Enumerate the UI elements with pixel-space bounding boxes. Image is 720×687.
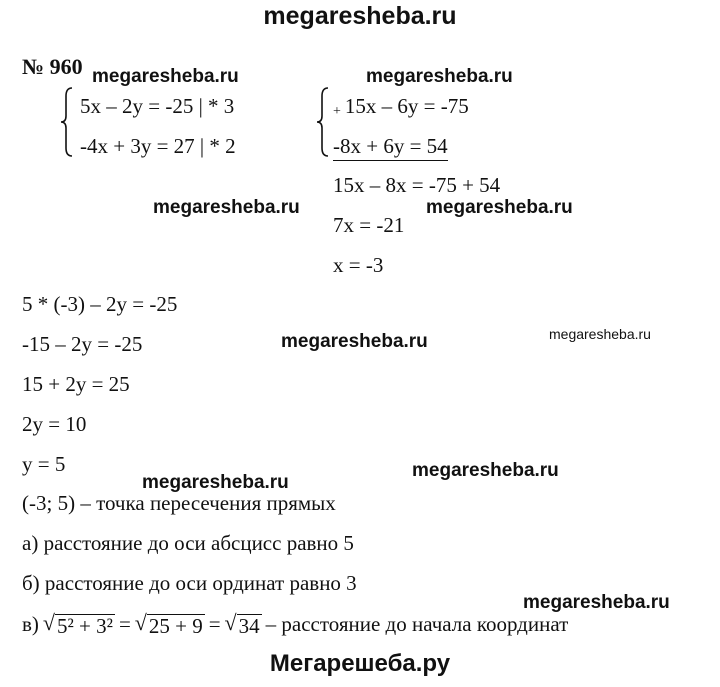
step-7x: 7x = -21 xyxy=(333,213,405,237)
answer-a: а) расстояние до оси абсцисс равно 5 xyxy=(22,531,354,555)
equals-sign: = xyxy=(208,612,221,636)
answer-v xyxy=(22,612,568,637)
answer-v-suffix: – расстояние до начала координат xyxy=(265,612,569,636)
step-2y: 2y = 10 xyxy=(22,412,87,436)
intersection-point: (-3; 5) – точка пересечения прямых xyxy=(22,491,336,515)
watermark: megaresheba.ru xyxy=(92,66,239,87)
site-header: megaresheba.ru xyxy=(263,2,457,30)
watermark: megaresheba.ru xyxy=(153,197,300,218)
watermark: megaresheba.ru xyxy=(366,66,513,87)
plus-sign: + xyxy=(333,104,341,119)
sqrt-icon: √ xyxy=(224,610,237,635)
step-subtract: 15x – 8x = -75 + 54 xyxy=(333,173,501,197)
sqrt-icon: √ xyxy=(134,610,147,635)
step-substitute: 5 * (-3) – 2y = -25 xyxy=(22,292,178,316)
watermark: megaresheba.ru xyxy=(426,197,573,218)
equals-sign: = xyxy=(118,612,131,636)
watermark: megaresheba.ru xyxy=(281,331,428,352)
watermark: megaresheba.ru xyxy=(142,472,289,493)
answer-b: б) расстояние до оси ординат равно 3 xyxy=(22,571,357,595)
step-y-value: y = 5 xyxy=(22,452,66,476)
system-brace-right xyxy=(316,86,330,158)
step-x-value: x = -3 xyxy=(333,253,384,277)
right-system-eq2: -8x + 6y = 54 xyxy=(333,134,448,161)
left-system-eq1: 5x – 2y = -25 | * 3 xyxy=(80,94,235,118)
site-footer: Мегарешеба.ру xyxy=(269,650,451,677)
step-move: 15 + 2y = 25 xyxy=(22,372,130,396)
answer-v-prefix: в) xyxy=(22,612,39,636)
sqrt-radicand-1: 5² + 3² xyxy=(57,614,113,638)
left-system-eq2: -4x + 3y = 27 | * 2 xyxy=(80,134,236,158)
watermark: megaresheba.ru xyxy=(523,592,670,613)
right-system-eq1-text: 15x – 6y = -75 xyxy=(344,94,469,118)
system-brace-left xyxy=(60,86,74,158)
right-system-eq1 xyxy=(333,94,469,120)
step-simplify: -15 – 2y = -25 xyxy=(22,332,143,356)
sqrt-radicand-3: 34 xyxy=(238,614,260,638)
watermark: megaresheba.ru xyxy=(412,460,559,481)
sqrt-expression-2 xyxy=(135,612,205,637)
sqrt-expression-1 xyxy=(43,612,115,637)
sqrt-expression-3 xyxy=(225,612,262,637)
sqrt-icon: √ xyxy=(42,610,55,635)
sqrt-radicand-2: 25 + 9 xyxy=(148,614,203,638)
problem-number: № 960 xyxy=(22,54,83,79)
watermark: megaresheba.ru xyxy=(549,326,651,342)
